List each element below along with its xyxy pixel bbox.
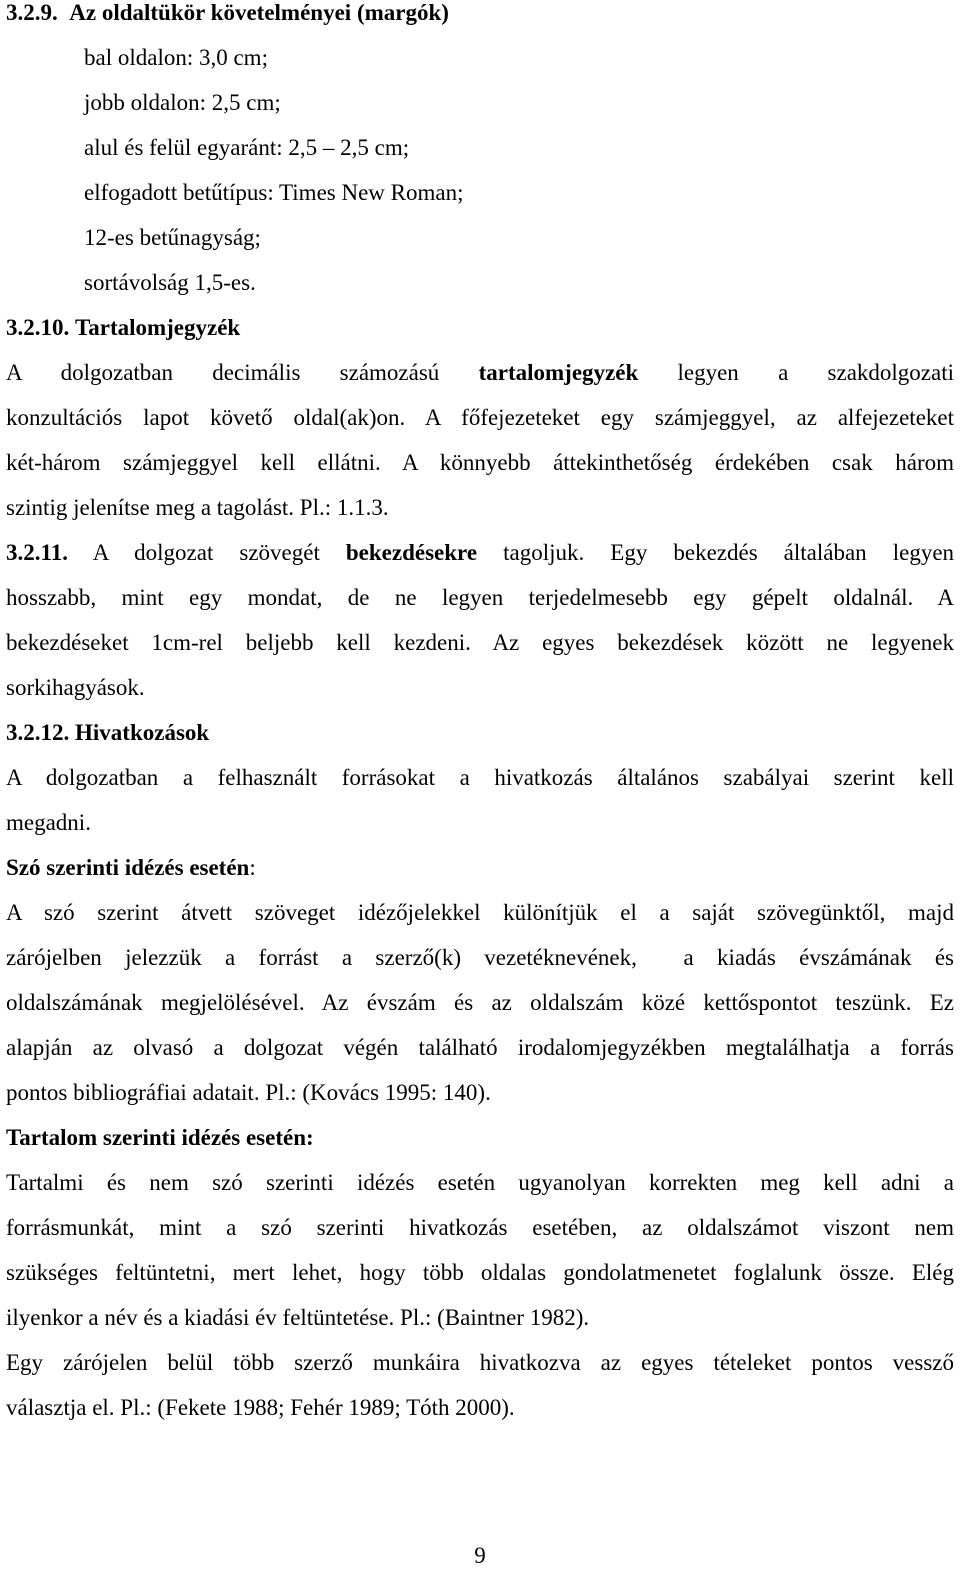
text-run: A dolgozat szövegét [92,540,320,565]
text-run: tagoljuk. Egy bekezdés általában legyen [503,540,955,565]
paragraph-line: forrásmunkát, mint a szó szerinti hivatkozás esetében, az oldalszámot viszont nem [6,1215,954,1240]
section-title: Hivatkozások [75,720,210,745]
paragraph-line: alapján az olvasó a dolgozat végén található irodalomjegyzékben megtalálhatja a forrás [6,1035,954,1060]
paragraph-line: A szó szerint átvett szöveget idézőjelekkel különítjük el a saját szövegünktől, majd [6,900,954,925]
margin-item: alul és felül egyaránt: 2,5 – 2,5 cm; [84,135,410,160]
paragraph-line: szükséges feltüntetni, mert lehet, hogy több oldalas gondolatmenetet foglalunk össze. Elég [6,1260,954,1285]
subheading-verbatim-quote [6,855,256,881]
section-number: 3.2.12. [6,720,70,745]
section-number: 3.2.9. [6,0,58,25]
section-heading-3-2-10 [6,315,240,341]
text-run: A dolgozatban decimális számozású [6,360,440,385]
bold-term: tartalomjegyzék [478,360,639,385]
margin-item: elfogadott betűtípus: Times New Roman; [84,180,464,205]
paragraph-line: konzultációs lapot követő oldal(ak)on. A főfejezeteket egy számjeggyel, az alfejezeteket [6,405,954,430]
paragraph-line: A dolgozatban a felhasznált forrásokat a hivatkozás általános szabályai szerint kell [6,765,954,790]
text-run: legyen a szakdolgozati [677,360,954,385]
paragraph-line: zárójelben jelezzük a forrást a szerző(k) vezetéknevének, a kiadás évszámának és [6,945,954,970]
section-number: 3.2.11. [6,540,68,565]
paragraph-line: Egy zárójelen belül több szerző munkáira hivatkozva az egyes tételeket pontos vessző [6,1350,954,1375]
paragraph-line: pontos bibliográfiai adatait. Pl.: (Kovács 1995: 140). [6,1080,491,1105]
subheading-content-quote: Tartalom szerinti idézés esetén: [6,1125,314,1150]
section-heading-3-2-12 [6,720,209,746]
paragraph-line: választja el. Pl.: (Fekete 1988; Fehér 1989; Tóth 2000). [6,1395,515,1420]
paragraph-line: szintig jelenítse meg a tagolást. Pl.: 1.1.3. [6,495,389,520]
section-title: Tartalomjegyzék [75,315,241,340]
section-number: 3.2.10. [6,315,70,340]
paragraph-line: két-három számjeggyel kell ellátni. A könnyebb áttekinthetőség érdekében csak három [6,450,954,475]
paragraph-line: Tartalmi és nem szó szerinti idézés esetén ugyanolyan korrekten meg kell adni a [6,1170,954,1195]
subheading-colon: : [249,855,256,880]
paragraph-line: megadni. [6,810,91,835]
section-heading-3-2-11 [6,540,954,566]
section-heading-3-2-9 [6,0,449,26]
paragraph-line: oldalszámának megjelölésével. Az évszám és az oldalszám közé kettőspontot teszünk. Ez [6,990,954,1015]
margin-item: 12-es betűnagyság; [84,225,261,250]
paragraph-line: hosszabb, mint egy mondat, de ne legyen terjedelmesebb egy gépelt oldalnál. A [6,585,954,610]
subheading-text: Szó szerinti idézés esetén [6,855,250,880]
paragraph-line [6,360,954,386]
paragraph-line: sorkihagyások. [6,675,145,700]
page-number: 9 [474,1543,486,1568]
paragraph-line: ilyenkor a név és a kiadási év feltüntetése. Pl.: (Baintner 1982). [6,1305,590,1330]
margin-item: jobb oldalon: 2,5 cm; [84,90,281,115]
paragraph-line: bekezdéseket 1cm-rel beljebb kell kezdeni. Az egyes bekezdések között ne legyenek [6,630,954,655]
margin-item: sortávolság 1,5-es. [84,270,256,295]
section-title: Az oldaltükör követelményei (margók) [69,0,449,25]
margin-item: bal oldalon: 3,0 cm; [84,45,268,70]
bold-term: bekezdésekre [345,540,478,565]
